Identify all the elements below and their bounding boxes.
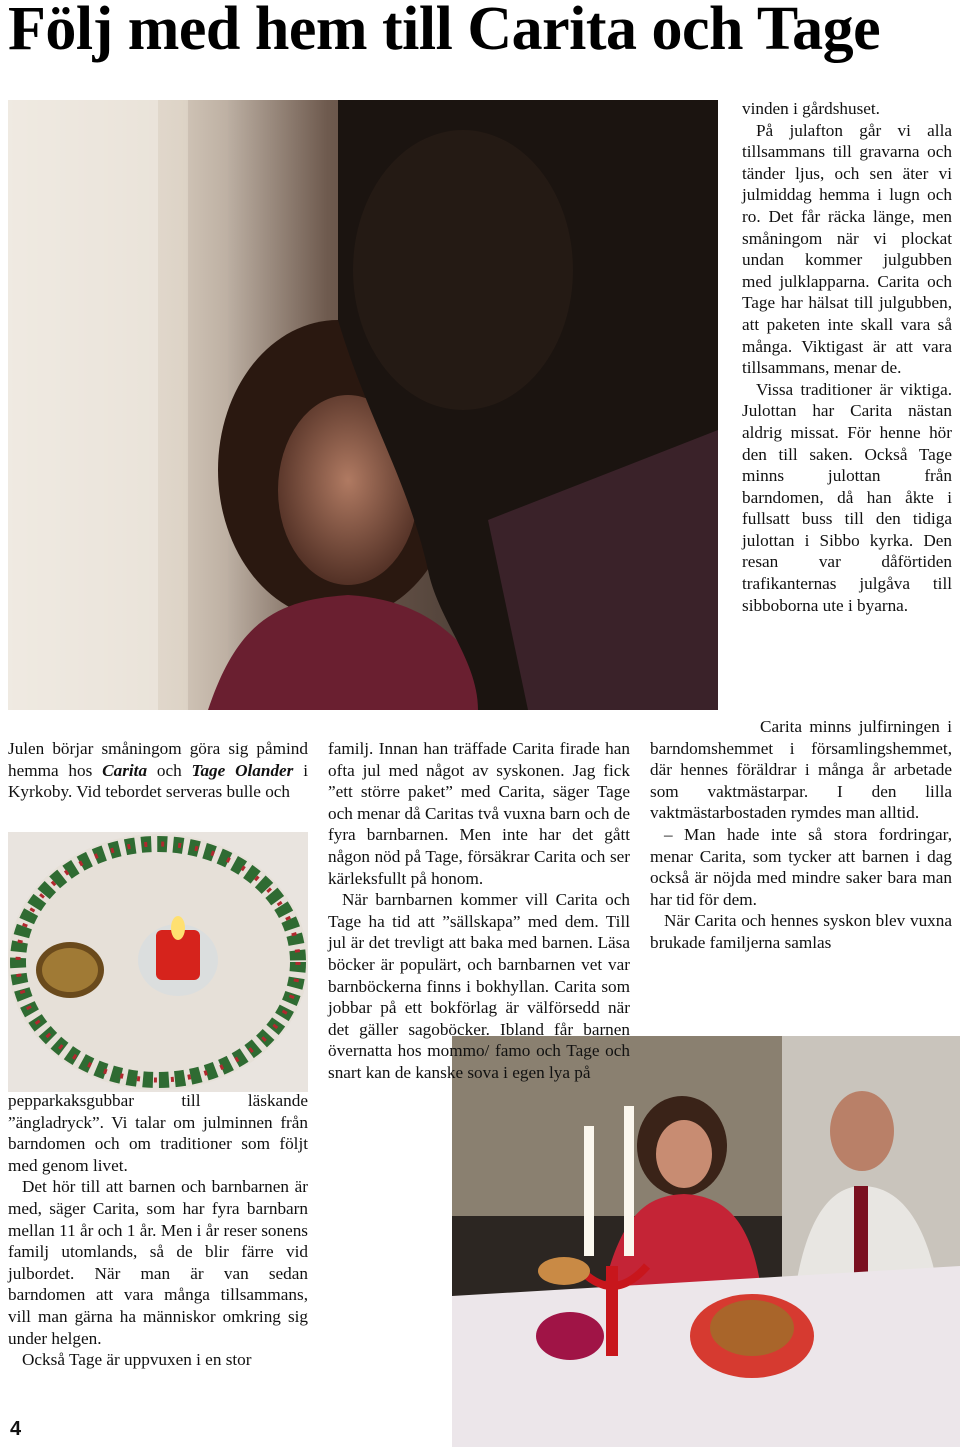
- paragraph: familj. Innan han träffade Carita firade han ofta jul med något av syskonen. Jag fick ”ett större paket” med Carita, säger Tage och menar då Caritas två vuxna barn och de fyra barnbarnen. Men inte har det gått någon nöd på Tage, försäkrar Carita och ser kärleksfullt på honom.: [328, 739, 630, 888]
- paragraph: Vissa traditioner är viktiga. Julottan har Carita nästan aldrig missat. För henne hör den till saken. Också Tage minns julottan från barndomen, då han åkte i fullsatt buss till den tidiga julottan i Sibbo kyrka. Den resan var dåförtiden trafikanternas julgåva till sibboborna ute i byarna.: [742, 379, 952, 615]
- headline: Följ med hem till Carita och Tage: [8, 0, 881, 63]
- paragraph: På julafton går vi alla tillsammans till gravarna och tänder ljus, och sen äter vi julmiddag hemma i lugn och ro. Det får räcka länge, men småningom när vi plockat undan kommer julgubben med julklapparna. Carita och Tage har hälsat till julgubben, att paketen inte skall vara så många. Viktigast är att vara tillsammans, menar de.: [742, 120, 952, 378]
- paragraph: Det hör till att barnen och barnbarnen är med, säger Carita, som har fyra barnbarn mellan 11 år och 1 år. Men i år reser sonens familj utomlands, så de blir färre vid julbordet. När man är van sedan barndomen att vara många tillsammans, vill man gärna ha människor omkring sig under helgen.: [8, 1177, 308, 1348]
- paragraph: Carita minns julfirningen i barndomshemmet i församlingshemmet, där hennes föräldrar i många år arbetade som vaktmästarpar. I den lilla vaktmästarbostaden rymdes man alltid.: [650, 717, 952, 823]
- column-3-lower: [650, 716, 952, 954]
- portrait-photo: [8, 100, 718, 710]
- paragraph: När Carita och hennes syskon blev vuxna brukade familjerna samlas: [650, 911, 952, 952]
- column-1-top: [8, 738, 308, 803]
- column-2: [328, 738, 630, 1084]
- column-1-bottom: [8, 1090, 308, 1371]
- dinner-photo: [452, 1036, 960, 1447]
- paragraph: När barnbarnen kommer vill Carita och Tage ha tid att ”sällskapa” med dem. Till jul är det trevligt att baka med barnen. Läsa böcker är populärt, och barnbarnen vet var barnböckerna finns i bokhyllan. Carita som jobbar på ett bokförlag är välförsedd när det gäller sagoböcker. Ibland får barnen övernatta hos mommo/ famo och Tage och snart kan de kanske sova i egen lya på: [328, 890, 630, 1082]
- intro-paragraph: Julen börjar småningom göra sig påmind hemma hos Carita och Tage Olander i Kyrkoby. Vid tebordet serveras bulle och: [8, 739, 308, 802]
- page-number: 4: [10, 1418, 22, 1440]
- column-3: [742, 98, 952, 616]
- paragraph: pepparkaksgubbar till läskande ”ängladryck”. Vi talar om julminnen från barndomen och om traditioner som följt med genom livet.: [8, 1091, 308, 1175]
- tea-table-photo: [8, 832, 308, 1092]
- paragraph: Också Tage är uppvuxen i en stor: [22, 1350, 252, 1370]
- paragraph: vinden i gårdshuset.: [742, 99, 880, 118]
- paragraph: – Man hade inte så stora fordringar, menar Carita, som tycker att barnen i dag också är nöjda med mindre saker bara man har tid för dem.: [650, 824, 952, 909]
